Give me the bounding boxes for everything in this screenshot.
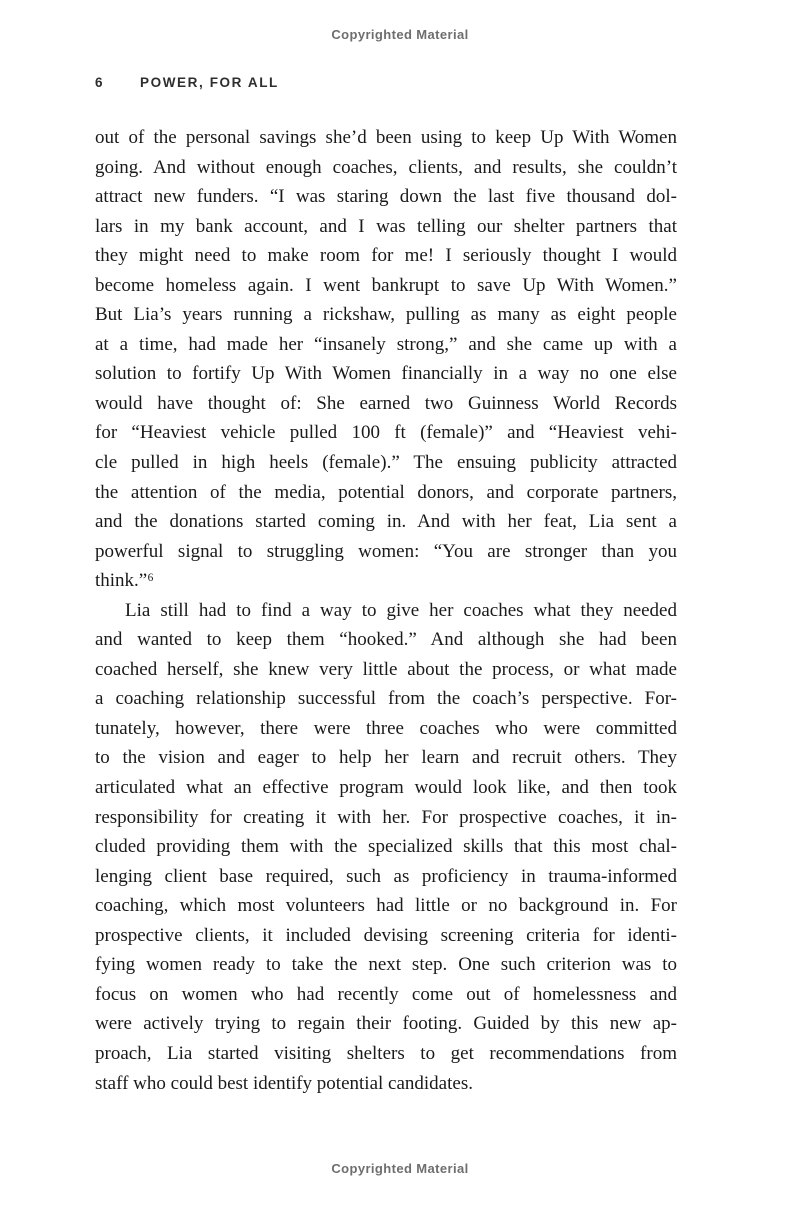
text-line: the attention of the media, potential donors, and corporate partners, [95, 481, 677, 503]
text-line: powerful signal to struggling women: “You are stronger than you [95, 540, 677, 562]
book-title: POWER, FOR ALL [140, 75, 279, 90]
copyright-notice-bottom: Copyrighted Material [331, 1161, 469, 1176]
running-header [95, 75, 279, 90]
text-line: attract new funders. “I was staring down the last five thousand dol- [95, 186, 677, 208]
copyright-notice-top: Copyrighted Material [331, 27, 469, 42]
text-line: responsibility for creating it with her. For prospective coaches, it in- [95, 806, 677, 828]
text-line: and the donations started coming in. And with her feat, Lia sent a [95, 511, 677, 533]
text-line: lars in my bank account, and I was telling our shelter partners that [95, 215, 677, 237]
text-line: to the vision and eager to help her learn and recruit others. They [95, 747, 677, 769]
text-line: going. And without enough coaches, clients, and results, she couldn’t [95, 156, 677, 178]
text-line: proach, Lia started visiting shelters to get recommendations from [95, 1042, 677, 1064]
text-line: at a time, had made her “insanely strong,” and she came up with a [95, 333, 677, 355]
text-line: But Lia’s years running a rickshaw, pulling as many as eight people [95, 304, 677, 326]
text-line: articulated what an effective program would look like, and then took [95, 777, 677, 799]
page-number: 6 [95, 75, 103, 90]
text-line: a coaching relationship successful from the coach’s perspective. For- [95, 688, 677, 710]
text-line: Lia still had to find a way to give her coaches what they needed [125, 599, 677, 621]
paragraph [95, 123, 677, 596]
paragraph [95, 596, 677, 1098]
text-line: fying women ready to take the next step. One such criterion was to [95, 954, 677, 976]
text-line: would have thought of: She earned two Guinness World Records [95, 392, 677, 414]
body-text [95, 123, 677, 1098]
text-line: focus on women who had recently come out of homelessness and [95, 983, 677, 1005]
text-line: think.”⁶ [95, 570, 154, 592]
text-line: out of the personal savings she’d been using to keep Up With Women [95, 127, 677, 148]
text-line: coaching, which most volunteers had little or no background in. For [95, 895, 677, 917]
text-line: were actively trying to regain their footing. Guided by this new ap- [95, 1013, 677, 1035]
text-line: for “Heaviest vehicle pulled 100 ft (female)” and “Heaviest vehi- [95, 422, 677, 444]
text-line: solution to fortify Up With Women financially in a way no one else [95, 363, 677, 385]
text-line: become homeless again. I went bankrupt to save Up With Women.” [95, 274, 677, 296]
text-line: tunately, however, there were three coaches who were committed [95, 717, 677, 739]
text-line: prospective clients, it included devising screening criteria for identi- [95, 924, 677, 946]
text-line: cle pulled in high heels (female).” The ensuing publicity attracted [95, 452, 677, 474]
text-line: cluded providing them with the specialized skills that this most chal- [95, 836, 677, 858]
text-line: they might need to make room for me! I seriously thought I would [95, 245, 677, 267]
text-line: staff who could best identify potential candidates. [95, 1072, 473, 1094]
text-line: and wanted to keep them “hooked.” And although she had been [95, 629, 677, 651]
text-line: lenging client base required, such as proficiency in trauma-informed [95, 865, 677, 887]
text-line: coached herself, she knew very little about the process, or what made [95, 658, 677, 680]
